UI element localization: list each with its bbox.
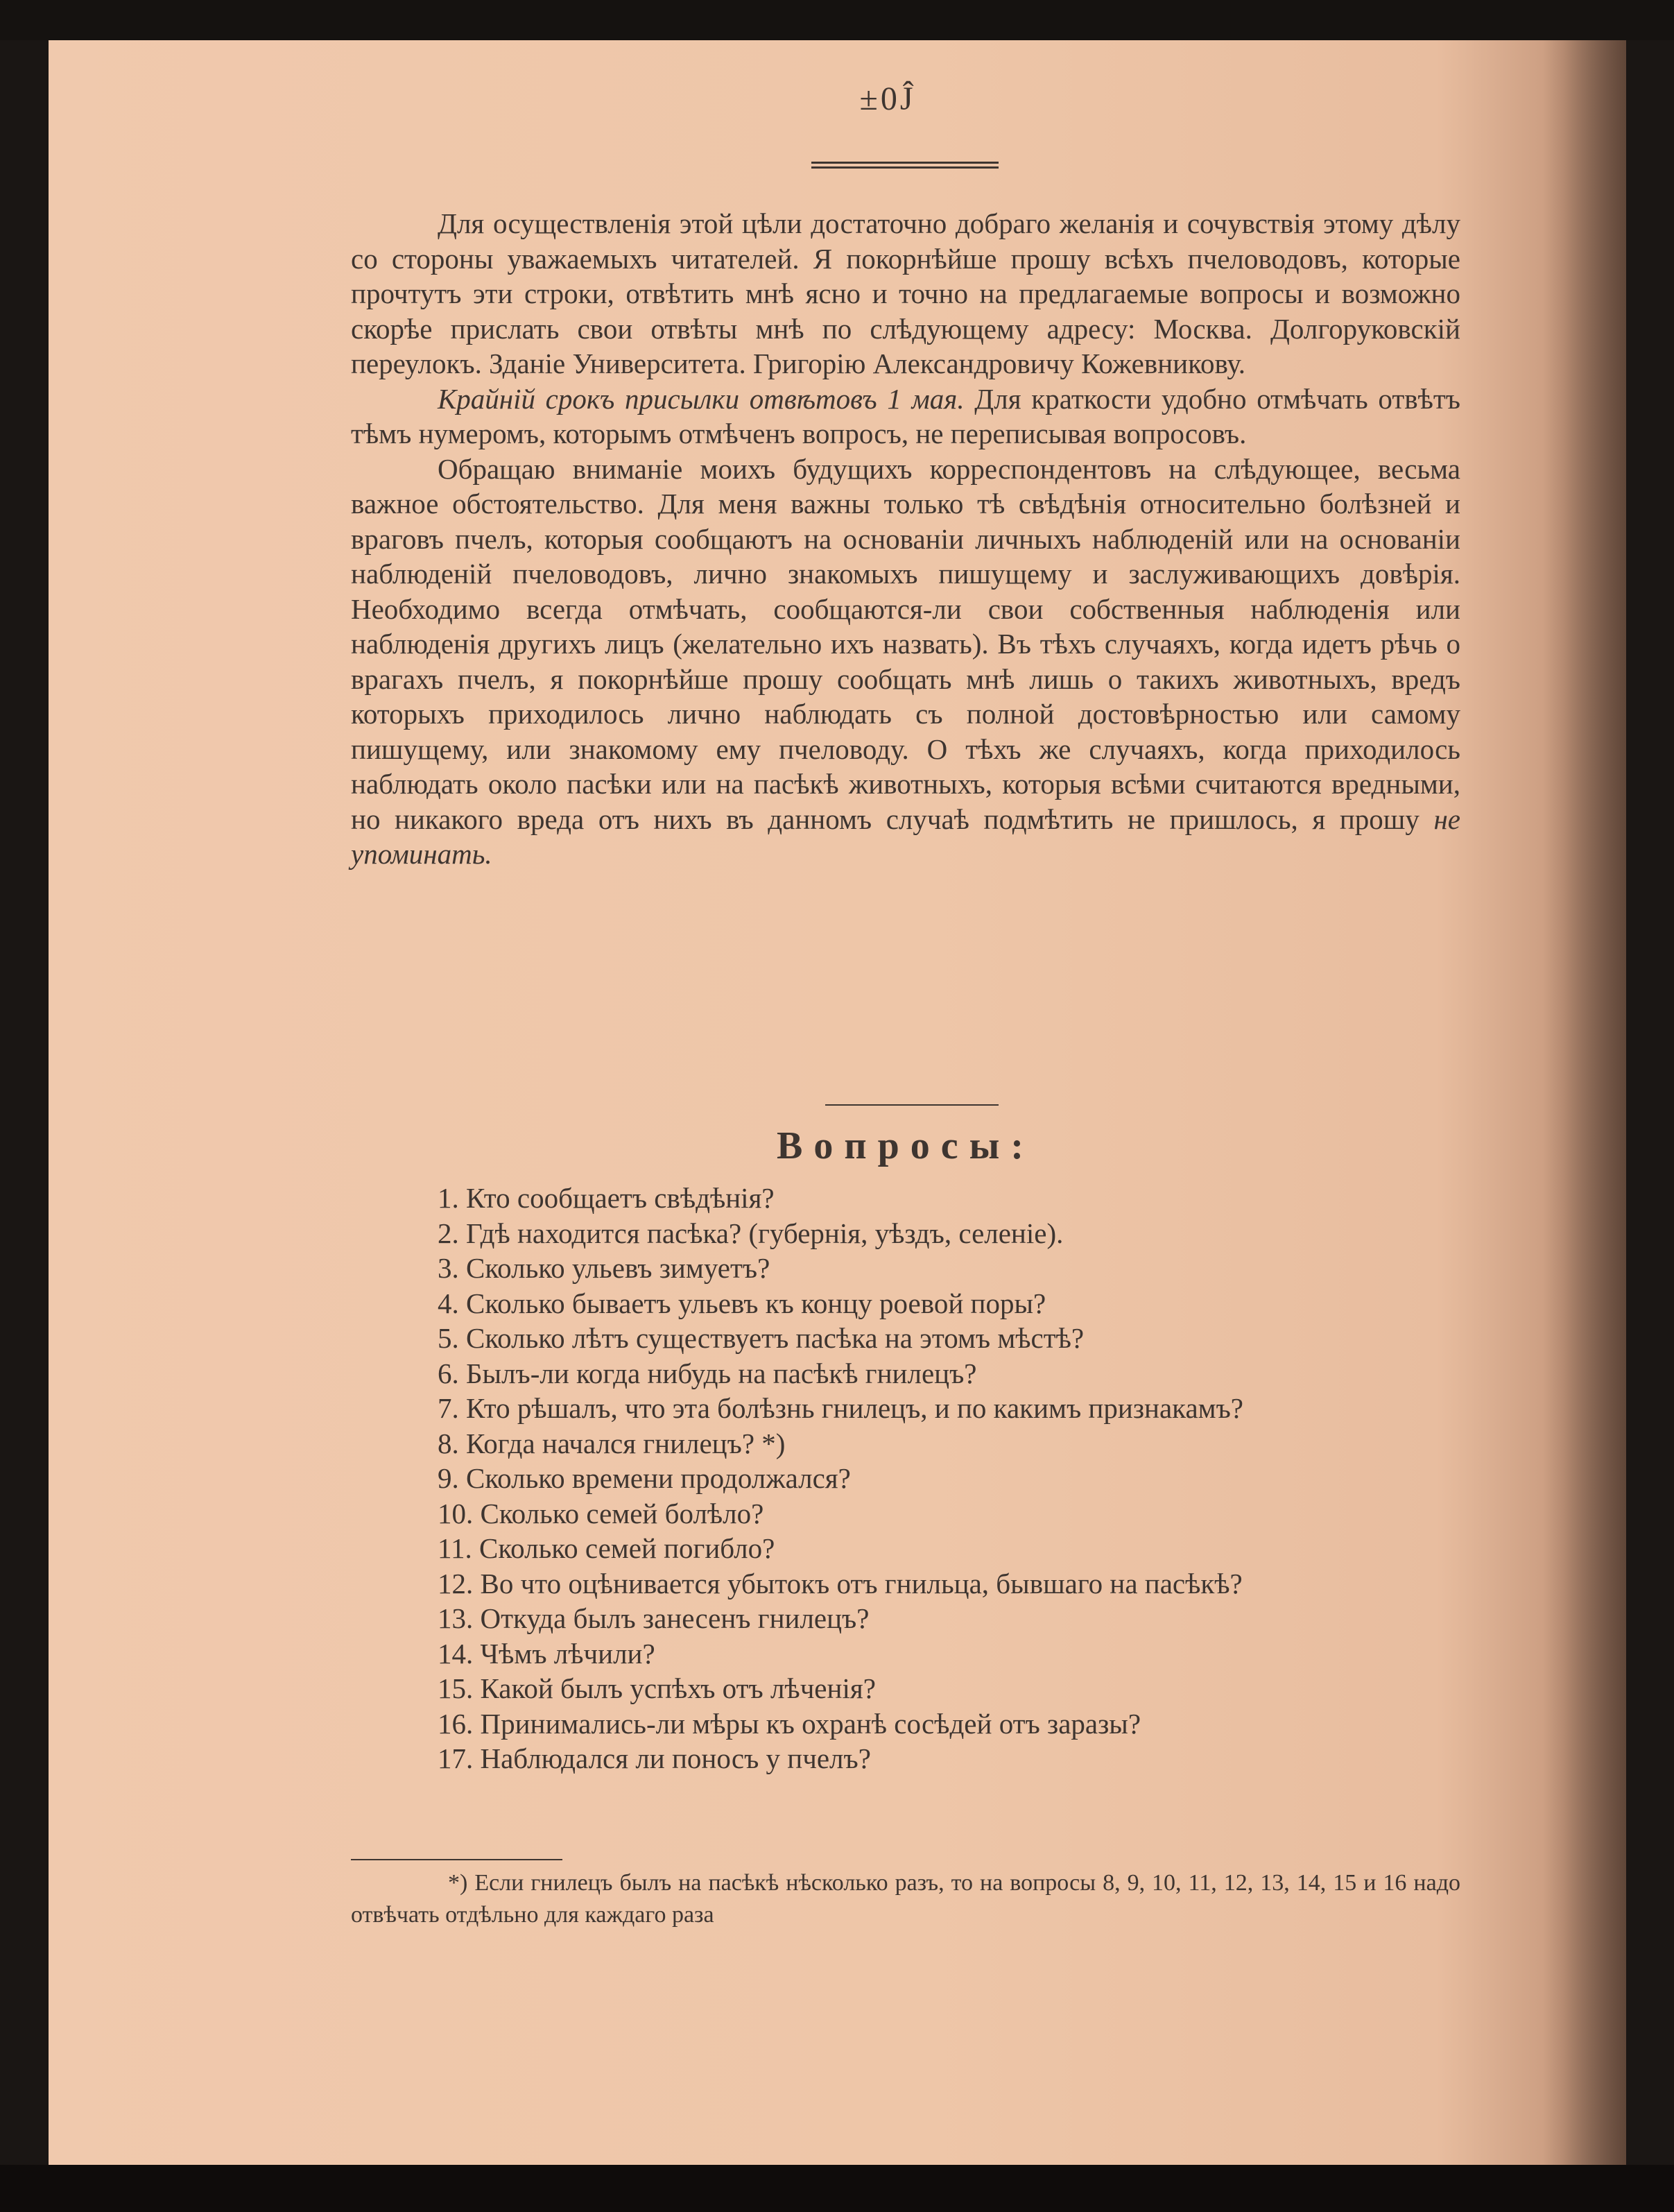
question-item: 2. Гдѣ находится пасѣка? (губернія, уѣздъ, селеніе).: [438, 1217, 1064, 1249]
question-item: 3. Сколько ульевъ зимуетъ?: [438, 1252, 770, 1284]
section-heading: Вопросы:: [777, 1124, 1035, 1167]
question-item: 10. Сколько семей болѣло?: [438, 1497, 764, 1529]
paragraph-deadline: [351, 381, 1460, 452]
question-item: 17. Наблюдался ли поносъ у пчелъ?: [438, 1742, 871, 1774]
paragraph-request: Для осуществленія этой цѣли достаточно добраго желанія и сочувствія этому дѣлу со стороны уважаемыхъ читателей. Я покорнѣйше прошу всѣхъ пчеловодовъ, которые прочтутъ эти строки, отвѣтить мнѣ ясно и точно на предлагаемые вопросы и возможно скорѣе прислать свои отвѣты мнѣ по слѣдующему адресу: Москва. Долгоруковскій переулокъ. Зданіе Университета. Григорію Александровичу Кожевникову.: [351, 207, 1460, 379]
question-item: 9. Сколько времени продолжался?: [438, 1462, 851, 1494]
section-divider: [825, 1104, 999, 1106]
footnote-rule: [351, 1859, 562, 1860]
attention-text: Обращаю вниманіе моихъ будущихъ корреспондентовъ на слѣдующее, весьма важное обстоятельство. Для меня важны только тѣ свѣдѣнія относительно болѣзней и враговъ пчелъ, которыя сообщаютъ на основаніи личныхъ наблюденій или на основаніи наблюденій пчеловодовъ, лично знакомыхъ пишущему и заслуживающихъ довѣрія. Необходимо всегда отмѣчать, сообщаются-ли свои собственныя наблюденія или наблюденія другихъ лицъ (желательно ихъ назвать). Въ тѣхъ случаяхъ, когда идетъ рѣчь о врагахъ пчелъ, я покорнѣйше прошу сообщать мнѣ лишь о такихъ животныхъ, вредъ которыхъ приходилось лично наблюдать съ полной достовѣрностью или самому пишущему, или знакомому ему пчеловоду. О тѣхъ же случаяхъ, когда приходилось наблюдать около пасѣки или на пасѣкѣ животныхъ, которыя всѣми считаются вредными, но никакого вреда отъ нихъ въ данномъ случаѣ подмѣтить не пришлось, я прошу: [351, 452, 1460, 835]
deadline-rest: Для краткости удобно отмѣчать отвѣтъ тѣмъ нумеромъ, которымъ отмѣченъ вопросъ, не переписывая вопросовъ.: [351, 382, 1460, 449]
questions-list: [351, 1181, 1460, 1776]
question-item: 13. Откуда былъ занесенъ гнилецъ?: [438, 1602, 870, 1634]
question-item: 8. Когда начался гнилецъ? *): [438, 1427, 786, 1459]
question-item: 7. Кто рѣшалъ, что эта болѣзнь гнилецъ, и по какимъ признакамъ?: [438, 1392, 1243, 1424]
question-item: 4. Сколько бываетъ ульевъ къ концу роевой поры?: [438, 1287, 1046, 1319]
closing-italic: не упоминать.: [351, 803, 1460, 870]
body-text: [351, 206, 1460, 872]
scan-bottom-border: [0, 2165, 1674, 2212]
page-number: ±0Ĵ: [859, 80, 916, 117]
scan-top-border: [0, 0, 1674, 40]
question-item: 12. Во что оцѣнивается убытокъ отъ гнильца, бывшаго на пасѣкѣ?: [438, 1567, 1243, 1600]
question-item: 1. Кто сообщаетъ свѣдѣнія?: [438, 1182, 775, 1214]
header-rule-bottom: [811, 166, 999, 169]
deadline-italic: Крайній срокъ присылки отвѣтовъ 1 мая.: [438, 382, 965, 415]
question-item: 14. Чѣмъ лѣчили?: [438, 1637, 655, 1670]
question-item: 15. Какой былъ успѣхъ отъ лѣченія?: [438, 1672, 876, 1704]
paragraph-attention: [351, 452, 1460, 872]
question-item: 6. Былъ-ли когда нибудь на пасѣкѣ гнилецъ?: [438, 1357, 977, 1389]
question-item: 16. Принимались-ли мѣры къ охранѣ сосѣдей отъ заразы?: [438, 1707, 1141, 1740]
question-item: 5. Сколько лѣтъ существуетъ пасѣка на этомъ мѣстѣ?: [438, 1322, 1085, 1354]
footnote: *) Если гнилецъ былъ на пасѣкѣ нѣсколько разъ, то на вопросы 8, 9, 10, 11, 12, 13, 14, 15 и 16 надо отвѣчать отдѣльно для каждаго раза: [351, 1870, 1460, 1928]
header-rule-top: [811, 162, 999, 164]
question-item: 11. Сколько семей погибло?: [438, 1532, 775, 1564]
